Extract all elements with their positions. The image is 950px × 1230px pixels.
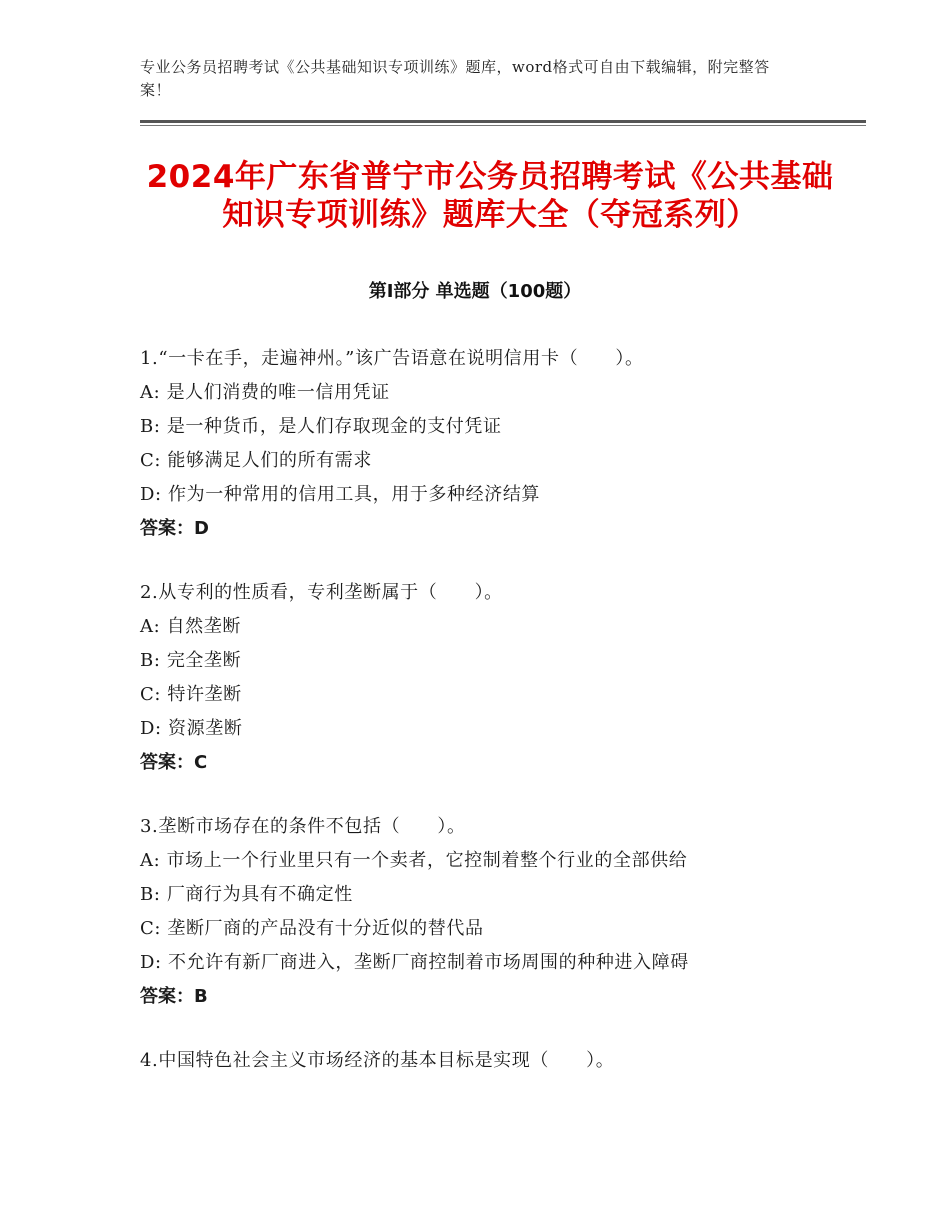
question-2 xyxy=(140,576,860,780)
question-3 xyxy=(140,810,860,1014)
option-a: A: 市场上一个行业里只有一个卖者，它控制着整个行业的全部供给 xyxy=(140,850,688,871)
document-title: 2024年广东省普宁市公务员招聘考试《公共基础知识专项训练》题库大全（夺冠系列） xyxy=(146,159,834,233)
answer-label: 答案：D xyxy=(140,518,209,539)
option-b: B: 厂商行为具有不确定性 xyxy=(140,884,353,905)
option-d: D: 作为一种常用的信用工具，用于多种经济结算 xyxy=(140,484,541,505)
question-list xyxy=(140,342,860,1108)
option-c: C: 特许垄断 xyxy=(140,684,242,705)
question-4 xyxy=(140,1044,860,1078)
option-b: B: 完全垄断 xyxy=(140,650,242,671)
question-stem: 2.从专利的性质看，专利垄断属于（ ）。 xyxy=(140,582,503,603)
option-b: B: 是一种货币，是人们存取现金的支付凭证 xyxy=(140,416,502,437)
question-stem: 4.中国特色社会主义市场经济的基本目标是实现（ ）。 xyxy=(140,1050,615,1071)
option-c: C: 能够满足人们的所有需求 xyxy=(140,450,372,471)
header-rule-thick xyxy=(140,120,866,123)
option-c: C: 垄断厂商的产品没有十分近似的替代品 xyxy=(140,918,484,939)
option-d: D: 不允许有新厂商进入，垄断厂商控制着市场周围的种种进入障碍 xyxy=(140,952,689,973)
answer-label: 答案：C xyxy=(140,752,208,773)
option-d: D: 资源垄断 xyxy=(140,718,243,739)
option-a: A: 自然垄断 xyxy=(140,616,241,637)
header-rule-thin xyxy=(140,125,866,126)
question-stem: 3.垄断市场存在的条件不包括（ ）。 xyxy=(140,816,466,837)
answer-label: 答案：B xyxy=(140,986,208,1007)
option-a: A: 是人们消费的唯一信用凭证 xyxy=(140,382,390,403)
question-1 xyxy=(140,342,860,546)
header-note: 专业公务员招聘考试《公共基础知识专项训练》题库，word格式可自由下载编辑，附完整答案！ xyxy=(140,58,770,99)
section-title: 第Ⅰ部分 单选题（100题） xyxy=(368,281,582,302)
question-stem: 1.“一卡在手，走遍神州。”该广告语意在说明信用卡（ ）。 xyxy=(140,348,644,369)
